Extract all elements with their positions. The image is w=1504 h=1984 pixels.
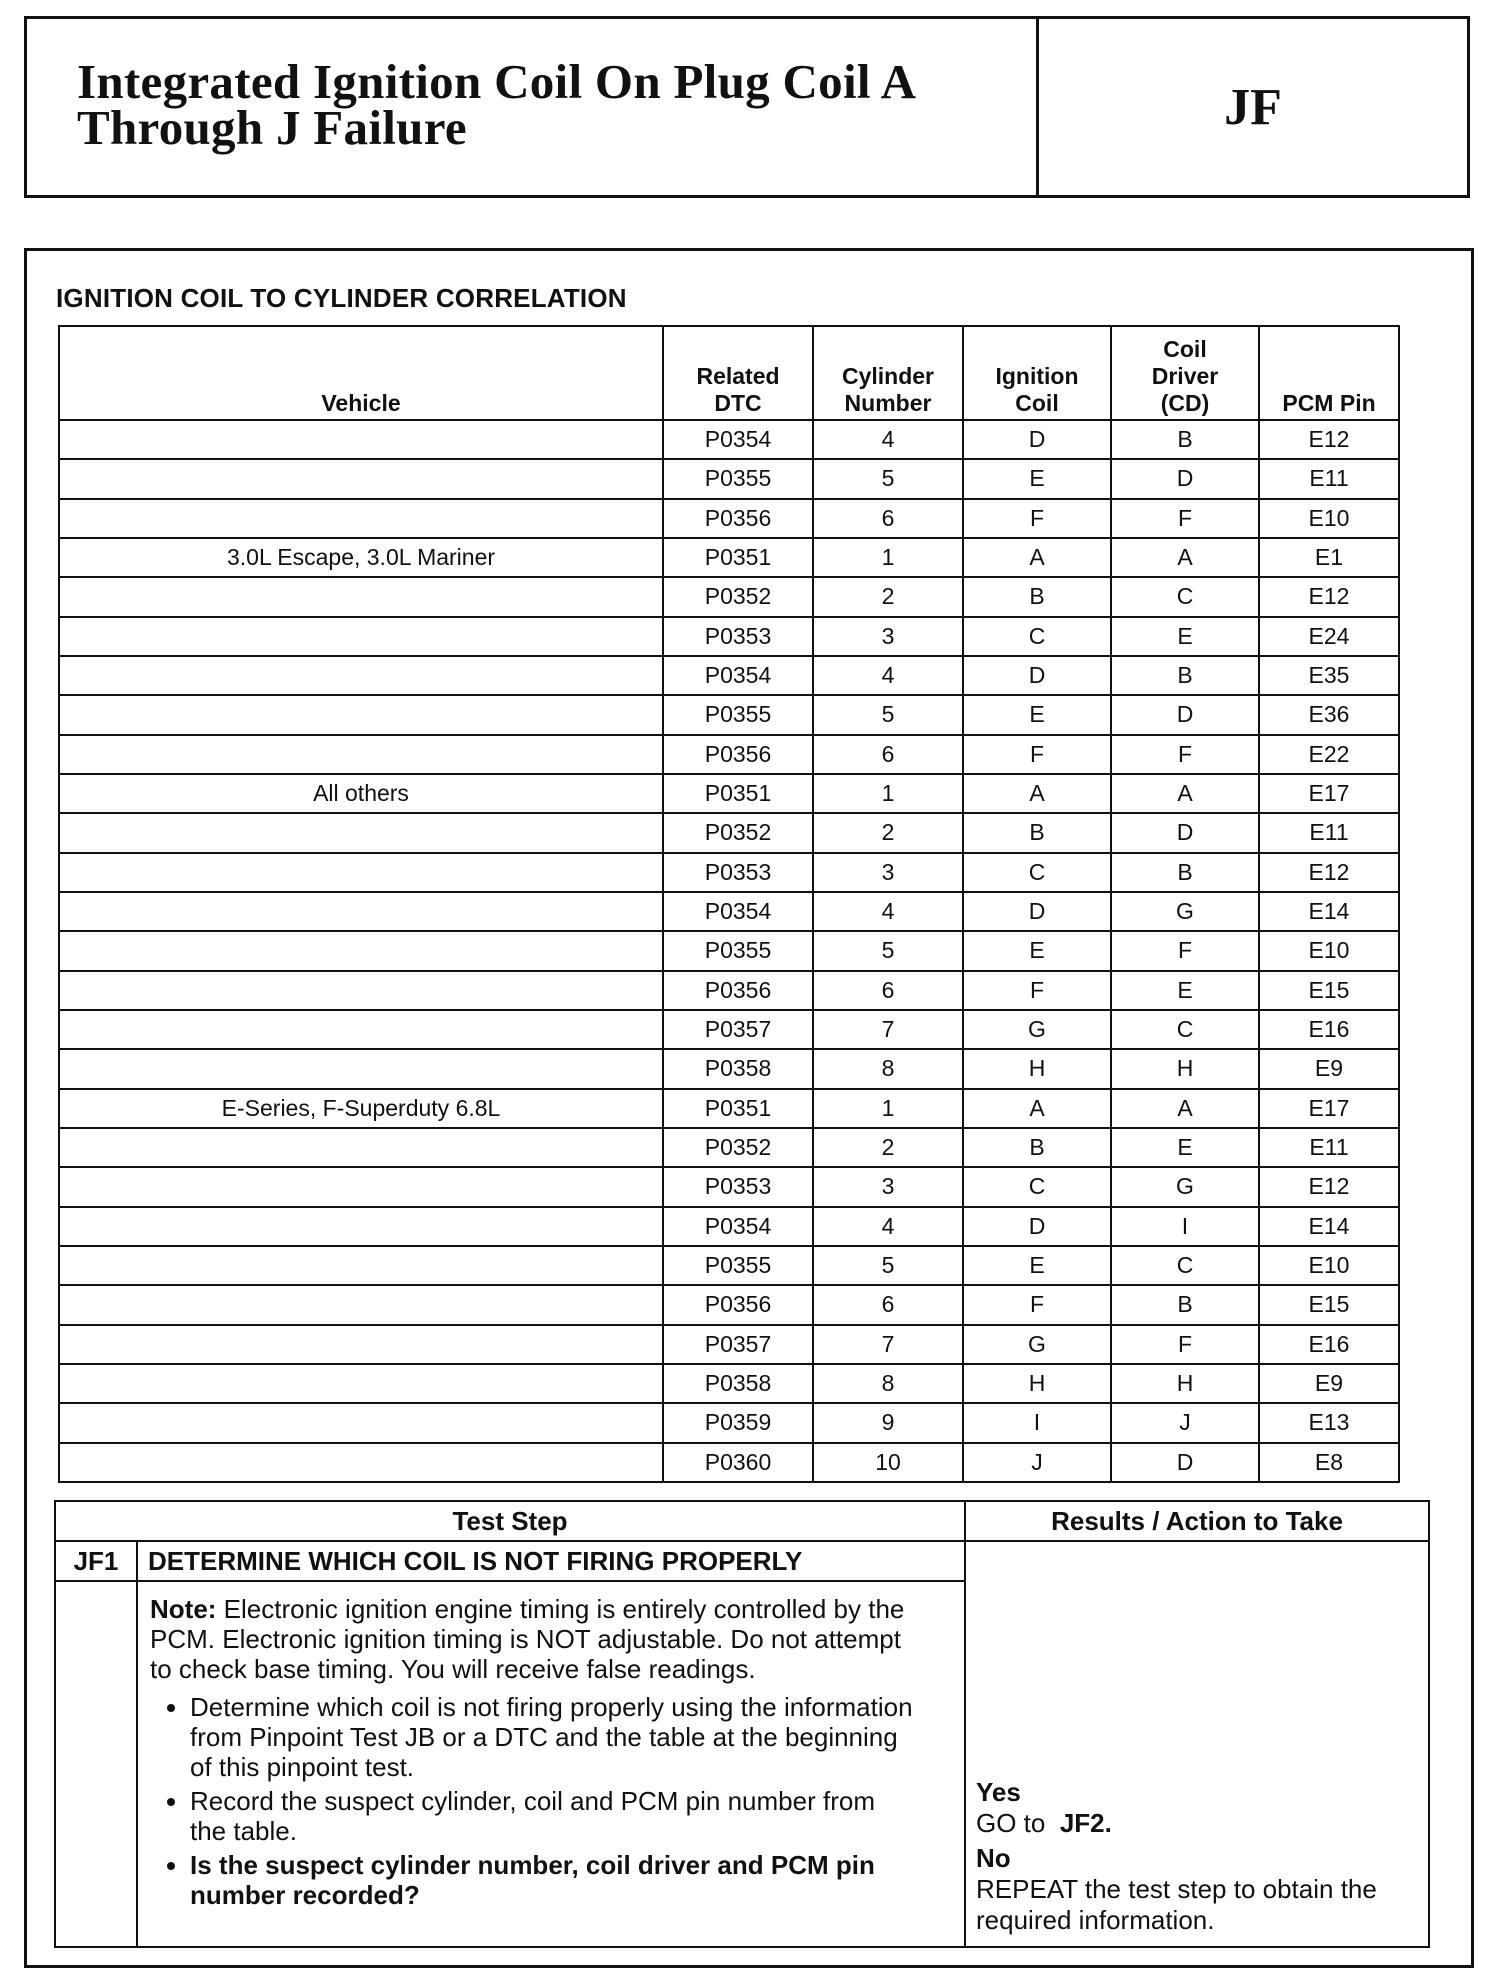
correlation-table [58,325,1400,1483]
coil-driver-cell: H [1111,1364,1259,1403]
dtc-cell: P0356 [663,499,813,538]
coil-cell: D [963,656,1111,695]
cylinder-cell: 5 [813,1246,963,1285]
header-cylinder-number: Cylinder Number [813,326,963,420]
coil-driver-cell: E [1111,617,1259,656]
pcm-pin-cell: E13 [1259,1403,1399,1442]
cylinder-cell: 6 [813,971,963,1010]
coil-driver-cell: F [1111,735,1259,774]
vehicle-cell [59,1364,663,1403]
coil-cell: A [963,774,1111,813]
coil-cell: E [963,931,1111,970]
coil-driver-cell: D [1111,813,1259,852]
coil-cell: B [963,577,1111,616]
vehicle-cell [59,853,663,892]
vehicle-cell [59,499,663,538]
dtc-cell: P0359 [663,1403,813,1442]
vehicle-cell [59,1128,663,1167]
coil-driver-cell: C [1111,1010,1259,1049]
pcm-pin-cell: E12 [1259,853,1399,892]
step-id-spacer [55,1581,137,1947]
vehicle-cell [59,1207,663,1246]
pcm-pin-cell: E10 [1259,499,1399,538]
cylinder-cell: 1 [813,774,963,813]
dtc-cell: P0352 [663,813,813,852]
cylinder-cell: 3 [813,1167,963,1206]
vehicle-cell [59,1443,663,1482]
results-cell [965,1541,1429,1947]
vehicle-cell [59,459,663,498]
dtc-cell: P0358 [663,1364,813,1403]
cylinder-cell: 6 [813,1285,963,1324]
header-test-step: Test Step [55,1501,965,1541]
dtc-cell: P0355 [663,695,813,734]
cylinder-cell: 3 [813,853,963,892]
coil-driver-cell: D [1111,1443,1259,1482]
table-row [59,1246,1399,1285]
coil-cell: H [963,1364,1111,1403]
coil-driver-cell: A [1111,538,1259,577]
result-no-label: No [976,1843,1011,1873]
vehicle-cell [59,892,663,931]
cylinder-cell: 5 [813,931,963,970]
pcm-pin-cell: E11 [1259,459,1399,498]
pcm-pin-cell: E8 [1259,1443,1399,1482]
dtc-cell: P0354 [663,420,813,459]
cylinder-cell: 5 [813,459,963,498]
coil-driver-cell: C [1111,1246,1259,1285]
coil-driver-cell: J [1111,1403,1259,1442]
dtc-cell: P0353 [663,853,813,892]
result-yes-label: Yes [976,1777,1021,1807]
coil-cell: F [963,499,1111,538]
coil-driver-cell: E [1111,971,1259,1010]
vehicle-cell [59,617,663,656]
cylinder-cell: 4 [813,420,963,459]
page-title [77,54,917,155]
dtc-cell: P0360 [663,1443,813,1482]
pcm-pin-cell: E14 [1259,1207,1399,1246]
coil-cell: A [963,538,1111,577]
pcm-pin-cell: E12 [1259,420,1399,459]
dtc-cell: P0354 [663,1207,813,1246]
pcm-pin-cell: E17 [1259,774,1399,813]
coil-cell: A [963,1089,1111,1128]
result-no-action: REPEAT the test step to obtain the required information. [976,1874,1377,1935]
vehicle-cell [59,1285,663,1324]
table-row [59,1364,1399,1403]
step-id: JF1 [55,1541,137,1581]
note-text: Electronic ignition engine timing is entirely controlled by the PCM. Electronic ignition timing is NOT adjustable. Do not attempt to check base timing. You will receive false readings. [150,1594,905,1684]
vehicle-cell: 3.0L Escape, 3.0L Mariner [59,538,663,577]
coil-cell: C [963,617,1111,656]
table-row [59,499,1399,538]
dtc-cell: P0356 [663,971,813,1010]
cylinder-cell: 2 [813,577,963,616]
coil-driver-cell: H [1111,1049,1259,1088]
table-row [59,774,1399,813]
coil-driver-cell: A [1111,1089,1259,1128]
coil-cell: D [963,892,1111,931]
coil-driver-cell: D [1111,459,1259,498]
coil-driver-cell: B [1111,853,1259,892]
coil-driver-cell: F [1111,499,1259,538]
dtc-cell: P0357 [663,1010,813,1049]
vehicle-cell [59,931,663,970]
step-note [150,1594,914,1684]
result-yes-action: GO to JF2. [976,1808,1112,1838]
vehicle-cell [59,577,663,616]
dtc-cell: P0351 [663,1089,813,1128]
pcm-pin-cell: E9 [1259,1049,1399,1088]
cylinder-cell: 2 [813,1128,963,1167]
step-question: • Is the suspect cylinder number, coil driver and PCM pin number recorded? [190,1850,914,1910]
table-row [59,1010,1399,1049]
dtc-cell: P0352 [663,1128,813,1167]
test-step-table [54,1500,1430,1948]
table-row [59,1443,1399,1482]
dtc-cell: P0353 [663,1167,813,1206]
coil-cell: F [963,1285,1111,1324]
pcm-pin-cell: E10 [1259,931,1399,970]
cylinder-cell: 4 [813,1207,963,1246]
coil-driver-cell: D [1111,695,1259,734]
pcm-pin-cell: E36 [1259,695,1399,734]
vehicle-cell [59,1167,663,1206]
coil-driver-cell: B [1111,420,1259,459]
dtc-cell: P0356 [663,1285,813,1324]
title-line-2: Through J Failure [77,100,467,155]
coil-cell: F [963,735,1111,774]
dtc-cell: P0355 [663,1246,813,1285]
correlation-table-body [59,420,1399,1482]
vehicle-cell [59,971,663,1010]
table-row [59,1128,1399,1167]
note-label: Note: [150,1594,217,1624]
coil-cell: G [963,1325,1111,1364]
pcm-pin-cell: E12 [1259,577,1399,616]
cylinder-cell: 4 [813,656,963,695]
pcm-pin-cell: E16 [1259,1010,1399,1049]
pcm-pin-cell: E14 [1259,892,1399,931]
coil-cell: I [963,1403,1111,1442]
coil-cell: B [963,1128,1111,1167]
table-row [59,1207,1399,1246]
dtc-cell: P0353 [663,617,813,656]
correlation-heading: IGNITION COIL TO CYLINDER CORRELATION [56,283,627,313]
instruction-item: • Determine which coil is not firing properly using the information from Pinpoint Test JB or a DTC and the table at the beginning of this pinpoint test. [190,1692,914,1782]
coil-driver-cell: B [1111,656,1259,695]
cylinder-cell: 2 [813,813,963,852]
cylinder-cell: 10 [813,1443,963,1482]
pcm-pin-cell: E16 [1259,1325,1399,1364]
cylinder-cell: 1 [813,1089,963,1128]
vehicle-cell [59,1246,663,1285]
coil-cell: C [963,853,1111,892]
coil-cell: D [963,420,1111,459]
header-results-action: Results / Action to Take [965,1501,1429,1541]
vehicle-cell [59,1403,663,1442]
dtc-cell: P0354 [663,892,813,931]
coil-driver-cell: C [1111,577,1259,616]
cylinder-cell: 5 [813,695,963,734]
step-title-row [55,1541,1429,1581]
vehicle-cell [59,695,663,734]
dtc-cell: P0351 [663,774,813,813]
table-row [59,617,1399,656]
cylinder-cell: 7 [813,1325,963,1364]
pcm-pin-cell: E9 [1259,1364,1399,1403]
cylinder-cell: 7 [813,1010,963,1049]
table-row [59,813,1399,852]
coil-driver-cell: G [1111,892,1259,931]
dtc-cell: P0352 [663,577,813,616]
vehicle-cell [59,1049,663,1088]
table-row [59,656,1399,695]
pcm-pin-cell: E15 [1259,1285,1399,1324]
table-row [59,1403,1399,1442]
title-box [24,16,1470,198]
table-row [59,1167,1399,1206]
table-row [59,971,1399,1010]
table-row [59,695,1399,734]
header-related-dtc: Related DTC [663,326,813,420]
pcm-pin-cell: E15 [1259,971,1399,1010]
pinpoint-test-code: JF [1224,78,1282,136]
dtc-cell: P0356 [663,735,813,774]
coil-driver-cell: F [1111,1325,1259,1364]
table-row [59,577,1399,616]
coil-cell: J [963,1443,1111,1482]
coil-cell: G [963,1010,1111,1049]
cylinder-cell: 9 [813,1403,963,1442]
table-row [59,538,1399,577]
result-yes-target: JF2. [1059,1808,1112,1838]
dtc-cell: P0354 [663,656,813,695]
step-instructions [150,1692,914,1910]
pcm-pin-cell: E11 [1259,1128,1399,1167]
vehicle-cell [59,1325,663,1364]
step-body [137,1581,965,1947]
pcm-pin-cell: E11 [1259,813,1399,852]
pcm-pin-cell: E22 [1259,735,1399,774]
header-vehicle: Vehicle [59,326,663,420]
coil-driver-cell: F [1111,931,1259,970]
coil-cell: F [963,971,1111,1010]
table-row [59,420,1399,459]
vehicle-cell: All others [59,774,663,813]
coil-driver-cell: E [1111,1128,1259,1167]
table-header-row [59,326,1399,420]
table-row [59,459,1399,498]
cylinder-cell: 3 [813,617,963,656]
coil-cell: E [963,695,1111,734]
pcm-pin-cell: E10 [1259,1246,1399,1285]
table-row [59,1285,1399,1324]
dtc-cell: P0357 [663,1325,813,1364]
dtc-cell: P0355 [663,459,813,498]
pcm-pin-cell: E17 [1259,1089,1399,1128]
coil-cell: C [963,1167,1111,1206]
table-row [59,1089,1399,1128]
vehicle-cell: E-Series, F-Superduty 6.8L [59,1089,663,1128]
instruction-item: • Record the suspect cylinder, coil and PCM pin number from the table. [190,1786,914,1846]
title-line-1: Integrated Ignition Coil On Plug Coil A [77,54,917,109]
coil-driver-cell: B [1111,1285,1259,1324]
coil-cell: D [963,1207,1111,1246]
cylinder-cell: 1 [813,538,963,577]
table-row [59,892,1399,931]
header-coil-driver: Coil Driver (CD) [1111,326,1259,420]
cylinder-cell: 8 [813,1049,963,1088]
pcm-pin-cell: E24 [1259,617,1399,656]
table-row [59,735,1399,774]
vehicle-cell [59,813,663,852]
test-step-header-row [55,1501,1429,1541]
dtc-cell: P0355 [663,931,813,970]
pcm-pin-cell: E12 [1259,1167,1399,1206]
table-row [59,853,1399,892]
coil-cell: E [963,459,1111,498]
table-row [59,1049,1399,1088]
dtc-cell: P0358 [663,1049,813,1088]
vehicle-cell [59,420,663,459]
coil-cell: B [963,813,1111,852]
coil-driver-cell: G [1111,1167,1259,1206]
vehicle-cell [59,656,663,695]
title-panel [27,19,1039,195]
pcm-pin-cell: E35 [1259,656,1399,695]
coil-driver-cell: I [1111,1207,1259,1246]
step-title: DETERMINE WHICH COIL IS NOT FIRING PROPERLY [137,1541,965,1581]
coil-driver-cell: A [1111,774,1259,813]
cylinder-cell: 6 [813,735,963,774]
vehicle-cell [59,735,663,774]
coil-cell: H [963,1049,1111,1088]
header-pcm-pin: PCM Pin [1259,326,1399,420]
cylinder-cell: 4 [813,892,963,931]
table-row [59,931,1399,970]
coil-cell: E [963,1246,1111,1285]
vehicle-cell [59,1010,663,1049]
pcm-pin-cell: E1 [1259,538,1399,577]
cylinder-cell: 6 [813,499,963,538]
header-ignition-coil: Ignition Coil [963,326,1111,420]
cylinder-cell: 8 [813,1364,963,1403]
dtc-cell: P0351 [663,538,813,577]
table-row [59,1325,1399,1364]
